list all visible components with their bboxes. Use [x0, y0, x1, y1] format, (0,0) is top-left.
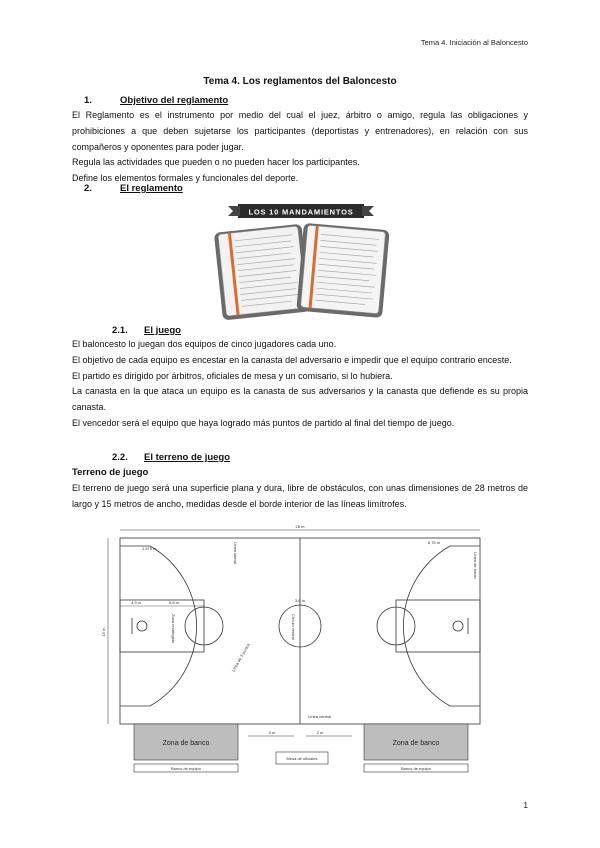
circle-diameter-label: 3,6 m [294, 598, 306, 603]
paragraph: El vencedor será el equipo que haya logrado más puntos de partido al final del tiempo de juego. [72, 417, 455, 428]
three-point-label: 6,75 m [427, 540, 441, 545]
left-hoop [137, 621, 147, 631]
subsection-2-2-body [72, 481, 528, 513]
table-label: Mesa de oficiales [286, 756, 318, 761]
left-restricted-area [120, 600, 204, 652]
free-throw-distance-label: 1,575 m [142, 546, 157, 551]
lane-width-label: 4,9 m [130, 600, 142, 605]
table-gap-label: 2 m [316, 730, 324, 735]
center-line-label: Línea central [308, 714, 332, 719]
section-label: Objetivo del reglamento [120, 95, 229, 106]
center-circle-label: Círculo central [291, 614, 296, 640]
paragraph: El terreno de juego será una superficie plana y dura, libre de obstáculos, con unas dimensiones de 28 metros de largo y 15 metros de ancho, medidas desde el borde interior de las líneas limítrofes. [72, 483, 528, 509]
right-bench-zone-label: Zona de banco [392, 740, 440, 747]
subsection-2-1-body [72, 337, 528, 432]
section-label: El reglamento [120, 183, 183, 194]
endline-label: Línea de fondo [473, 552, 478, 579]
banner-left-tail [228, 206, 240, 216]
sub-gap-label: 5 m [268, 730, 276, 735]
page-title: Tema 4. Los reglamentos del Baloncesto [203, 76, 397, 87]
page-number: 1 [523, 801, 528, 810]
section-1-body [72, 108, 528, 187]
subsection-number: 2.2. [112, 452, 128, 463]
right-book [296, 223, 389, 318]
banner-right-tail [362, 206, 374, 216]
subsection-2-1-heading [112, 325, 181, 336]
section-number: 2. [84, 183, 92, 194]
left-bench-zone-label: Zona de banco [162, 740, 210, 747]
paragraph: El objetivo de cada equipo es encestar en la canasta del adversario e impedir que el equipo contrario enceste. [72, 354, 512, 365]
terreno-subheading: Terreno de juego [72, 467, 149, 478]
paragraph: El baloncesto lo juegan dos equipos de cinco jugadores cada uno. [72, 339, 337, 349]
subsection-2-2-heading [112, 452, 230, 463]
sideline-label: Línea lateral [233, 542, 238, 565]
banner-text: LOS 10 MANDAMIENTOS [248, 207, 354, 217]
lane-length-label: 5,8 m [168, 600, 180, 605]
paragraph: El partido es dirigido por árbitros, oficiales de mesa y un comisario, si lo hubiera. [72, 370, 393, 381]
court-width-label: 15 m [101, 627, 106, 637]
subsection-label: El terreno de juego [144, 452, 231, 463]
subsection-label: El juego [144, 325, 181, 336]
paragraph: El Reglamento es el instrumento por medio del cual el juez, árbitro o amigo, regula las obligaciones y prohibiciones a que deben sujetarse los participantes (deportistas y entrenadores), en relación con sus compañeros y oponentes para poder jugar. [72, 110, 528, 152]
subsection-number: 2.1. [112, 325, 128, 336]
restricted-area-label: Zona restringida [171, 614, 176, 643]
paragraph: Regula las actividades que pueden o no pueden hacer los participantes. [72, 157, 360, 168]
running-header: Tema 4. Iniciación al Baloncesto [420, 38, 528, 47]
section-number: 1. [84, 95, 92, 106]
bench-seats-left-label: Banco de equipo [170, 766, 202, 771]
paragraph: La canasta en la que ataca un equipo es la canasta de sus adversarios y la canasta que defiende es su propia canasta. [72, 386, 528, 413]
right-restricted-area [396, 600, 480, 652]
bench-seats-right-label: Banco de equipo [400, 766, 432, 771]
basketball-court-diagram [100, 522, 500, 778]
paragraph: Define los elementos formales y funcionales del deporte. [72, 173, 299, 184]
left-book [214, 224, 311, 321]
ten-commandments-illustration [208, 200, 394, 324]
section-1-heading [72, 95, 228, 106]
section-2-heading [72, 183, 183, 194]
right-hoop [453, 621, 463, 631]
three-point-line-label: Línea de 3 puntos [230, 642, 251, 673]
court-length-label: 28 m [295, 524, 305, 529]
